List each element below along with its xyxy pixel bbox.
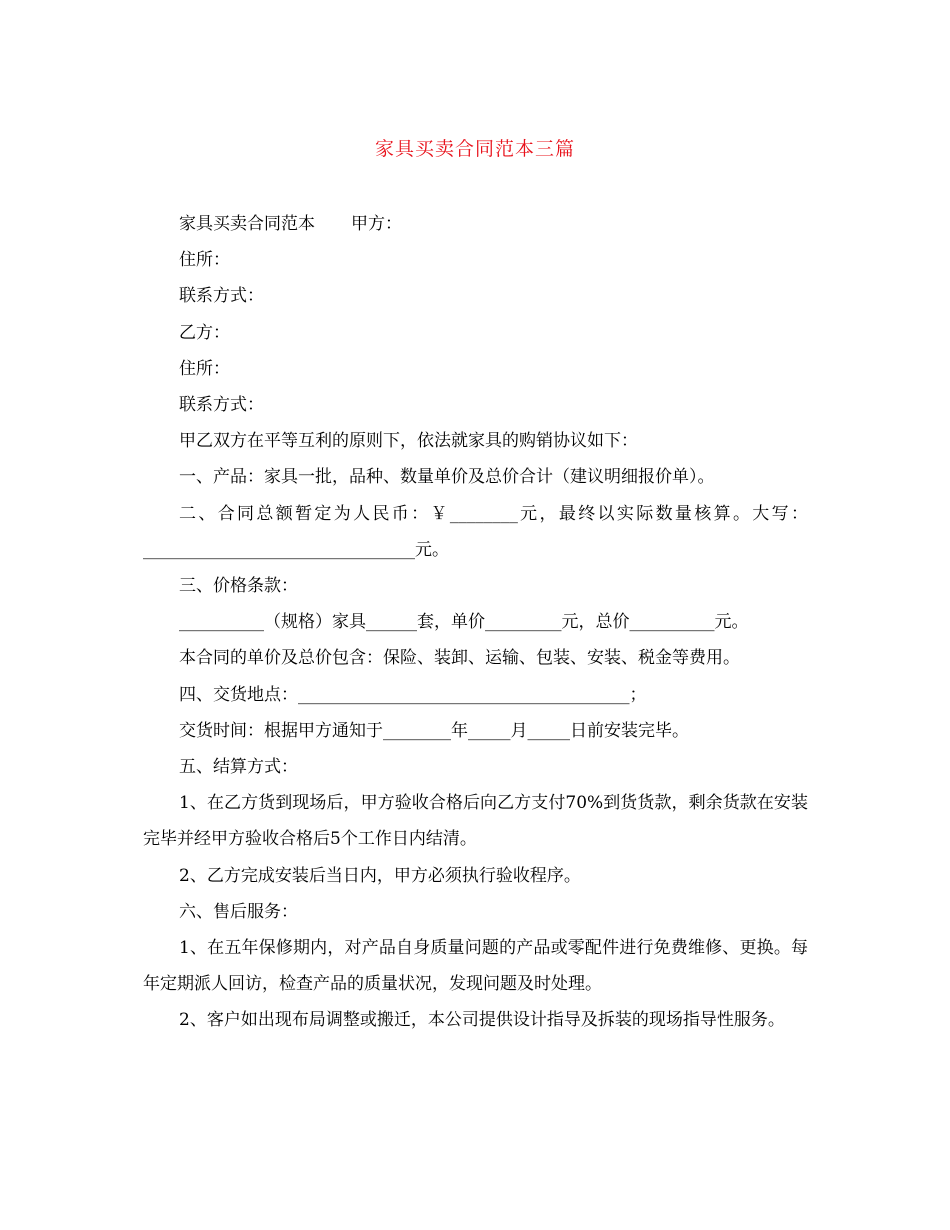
paragraph-price-detail: __________（规格）家具______套，单价_________元，总价__________元。 <box>179 612 749 633</box>
contract-name-text: 家具买卖合同范本 <box>179 214 315 234</box>
paragraph-party-a-address: 住所： <box>179 250 230 271</box>
document-body <box>143 206 808 1039</box>
paragraph-intro: 甲乙双方在平等互利的原则下，依法就家具的购销协议如下： <box>179 431 638 452</box>
paragraph-clause-1-product: 一、产品：家具一批，品种、数量单价及总价合计（建议明细报价单）。 <box>179 467 715 488</box>
paragraph-clause-2-amount: 二、合同总额暂定为人民币：￥________元，最终以实际数量核算。大写：________________________________元。 <box>143 503 808 560</box>
paragraph-delivery-time: 交货时间：根据甲方通知于________年_____月_____日前安装完毕。 <box>179 720 689 741</box>
paragraph-service-2: 2、客户如出现布局调整或搬迁，本公司提供设计指导及拆装的现场指导性服务。 <box>179 1010 785 1031</box>
document-title: 家具买卖合同范本三篇 <box>374 138 575 160</box>
paragraph-party-b-address: 住所： <box>179 358 230 379</box>
paragraph-settlement-1: 1、在乙方货到现场后，甲方验收合格后向乙方支付70%到货货款，剩余货款在安装完毕并经甲方验收合格后5个工作日内结清。 <box>143 793 808 850</box>
paragraph-clause-6-service: 六、售后服务： <box>179 901 298 922</box>
paragraph-service-1: 1、在五年保修期内，对产品自身质量问题的产品或零配件进行免费维修、更换。每年定期派人回访，检查产品的质量状况，发现问题及时处理。 <box>143 938 808 995</box>
paragraph-clause-4-delivery-place: 四、交货地点：_______________________________________； <box>179 684 647 705</box>
paragraph-party-b-contact: 联系方式： <box>179 395 264 416</box>
paragraph-party-a-contact: 联系方式： <box>179 286 264 307</box>
paragraph-clause-3-price-title: 三、价格条款： <box>179 576 298 597</box>
paragraph-clause-5-settlement: 五、结算方式： <box>179 757 298 778</box>
party-a-label: 甲方： <box>351 214 402 234</box>
paragraph-contract-name <box>143 206 808 242</box>
paragraph-price-include: 本合同的单价及总价包含：保险、装卸、运输、包装、安装、税金等费用。 <box>179 648 740 669</box>
paragraph-settlement-2: 2、乙方完成安装后当日内，甲方必须执行验收程序。 <box>179 865 581 886</box>
paragraph-party-b: 乙方： <box>179 322 230 343</box>
